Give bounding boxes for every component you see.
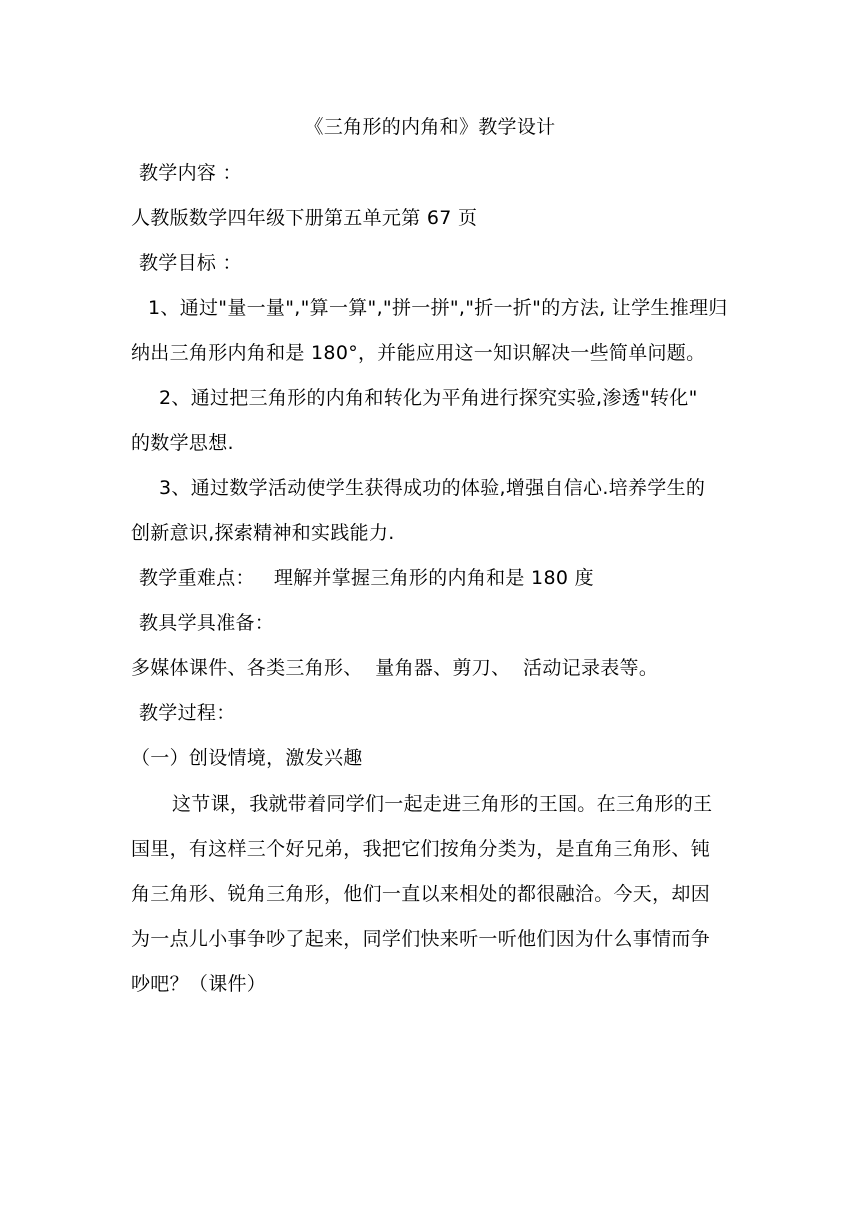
content-text: 人教版数学四年级下册第五单元第 67 页 bbox=[131, 207, 478, 229]
section-1-heading: （一）创设情境，激发兴趣 bbox=[131, 747, 363, 769]
section-1-paragraph-line-2: 国里，有这样三个好兄弟，我把它们按角分类为，是直角三角形、钝 bbox=[131, 838, 711, 860]
objective-2-line-2: 的数学思想. bbox=[131, 432, 234, 454]
section-1-paragraph-line-5: 吵吧？（课件） bbox=[131, 973, 267, 995]
content-heading: 教学内容 ： bbox=[139, 162, 242, 184]
key-points: 教学重难点： 理解并掌握三角形的内角和是 180 度 bbox=[139, 567, 594, 589]
objective-3-line-1: 3、通过数学活动使学生获得成功的体验,增强自信心.培养学生的 bbox=[159, 477, 706, 499]
objective-2-line-1: 2、通过把三角形的内角和转化为平角进行探究实验,渗透"转化" bbox=[159, 387, 698, 409]
objective-1-line-1: 1、通过"量一量","算一算","拼一拼","折一折"的方法, 让学生推理归 bbox=[148, 297, 728, 319]
materials-text: 多媒体课件、各类三角形、 量角器、剪刀、 活动记录表等。 bbox=[131, 657, 659, 679]
section-1-paragraph-line-3: 角三角形、锐角三角形，他们一直以来相处的都很融洽。今天，却因 bbox=[131, 883, 711, 905]
materials-heading: 教具学具准备： bbox=[139, 612, 275, 634]
objective-1-line-2: 纳出三角形内角和是 180°，并能应用这一知识解决一些简单问题。 bbox=[131, 342, 706, 364]
objective-3-line-2: 创新意识,探索精神和实践能力. bbox=[131, 522, 395, 544]
section-1-paragraph-line-4: 为一点儿小事争吵了起来，同学们快来听一听他们因为什么事情而争 bbox=[131, 928, 711, 950]
section-1-paragraph-line-1: 这节课，我就带着同学们一起走进三角形的王国。在三角形的王 bbox=[172, 793, 713, 815]
objectives-heading: 教学目标 ： bbox=[139, 252, 242, 274]
document-title: 《三角形的内角和》教学设计 bbox=[304, 116, 556, 138]
process-heading: 教学过程： bbox=[139, 702, 236, 724]
